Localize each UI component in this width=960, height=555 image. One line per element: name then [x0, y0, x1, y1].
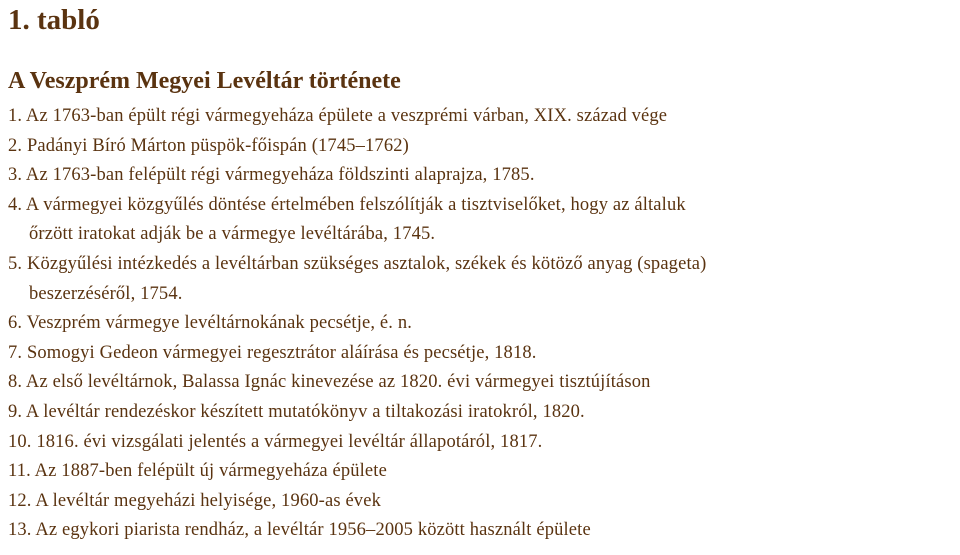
item-text: 13. Az egykori piarista rendház, a levéltár 1956–2005 között használt épülete: [8, 520, 591, 541]
list-item: [8, 102, 958, 132]
item-text: 5. Közgyűlési intézkedés a levéltárban szükséges asztalok, székek és kötöző anyag (spageta): [8, 253, 707, 274]
item-text-continuation: őrzött iratokat adják be a vármegye levéltárába, 1745.: [29, 224, 436, 245]
list-item: [8, 132, 958, 162]
list-item: [8, 309, 958, 339]
list-item: [8, 161, 958, 191]
list-item: [8, 191, 958, 250]
caption-list: [8, 102, 958, 546]
item-text: 10. 1816. évi vizsgálati jelentés a vármegyei levéltár állapotáról, 1817.: [8, 431, 543, 452]
item-text: 3. Az 1763-ban felépült régi vármegyeháza földszinti alaprajza, 1785.: [8, 165, 535, 186]
page-heading: 1. tabló: [8, 4, 100, 36]
list-item: [8, 487, 958, 517]
item-text-continuation: beszerzéséről, 1754.: [29, 283, 183, 304]
list-item: [8, 516, 958, 546]
list-item: [8, 428, 958, 458]
item-text: 7. Somogyi Gedeon vármegyei regesztrátor aláírása és pecsétje, 1818.: [8, 342, 537, 363]
item-text: 6. Veszprém vármegye levéltárnokának pecsétje, é. n.: [8, 313, 413, 334]
item-text: 9. A levéltár rendezéskor készített mutatókönyv a tiltakozási iratokról, 1820.: [8, 401, 585, 422]
list-item: [8, 457, 958, 487]
list-item: [8, 250, 958, 309]
item-text: 12. A levéltár megyeházi helyisége, 1960-as évek: [8, 490, 381, 511]
item-text: 11. Az 1887-ben felépült új vármegyeháza épülete: [8, 461, 387, 482]
item-text: 2. Padányi Bíró Márton püspök-főispán (1745–1762): [8, 135, 409, 156]
list-item: [8, 398, 958, 428]
list-item: [8, 368, 958, 398]
item-text: 1. Az 1763-ban épült régi vármegyeháza épülete a veszprémi várban, XIX. század vége: [8, 106, 668, 126]
item-text: 4. A vármegyei közgyűlés döntése értelmében felszólítják a tisztviselőket, hogy az általuk: [8, 194, 686, 215]
document-title: A Veszprém Megyei Levéltár története: [8, 68, 401, 94]
list-item: [8, 339, 958, 369]
item-text: 8. Az első levéltárnok, Balassa Ignác kinevezése az 1820. évi vármegyei tisztújításon: [8, 372, 651, 393]
